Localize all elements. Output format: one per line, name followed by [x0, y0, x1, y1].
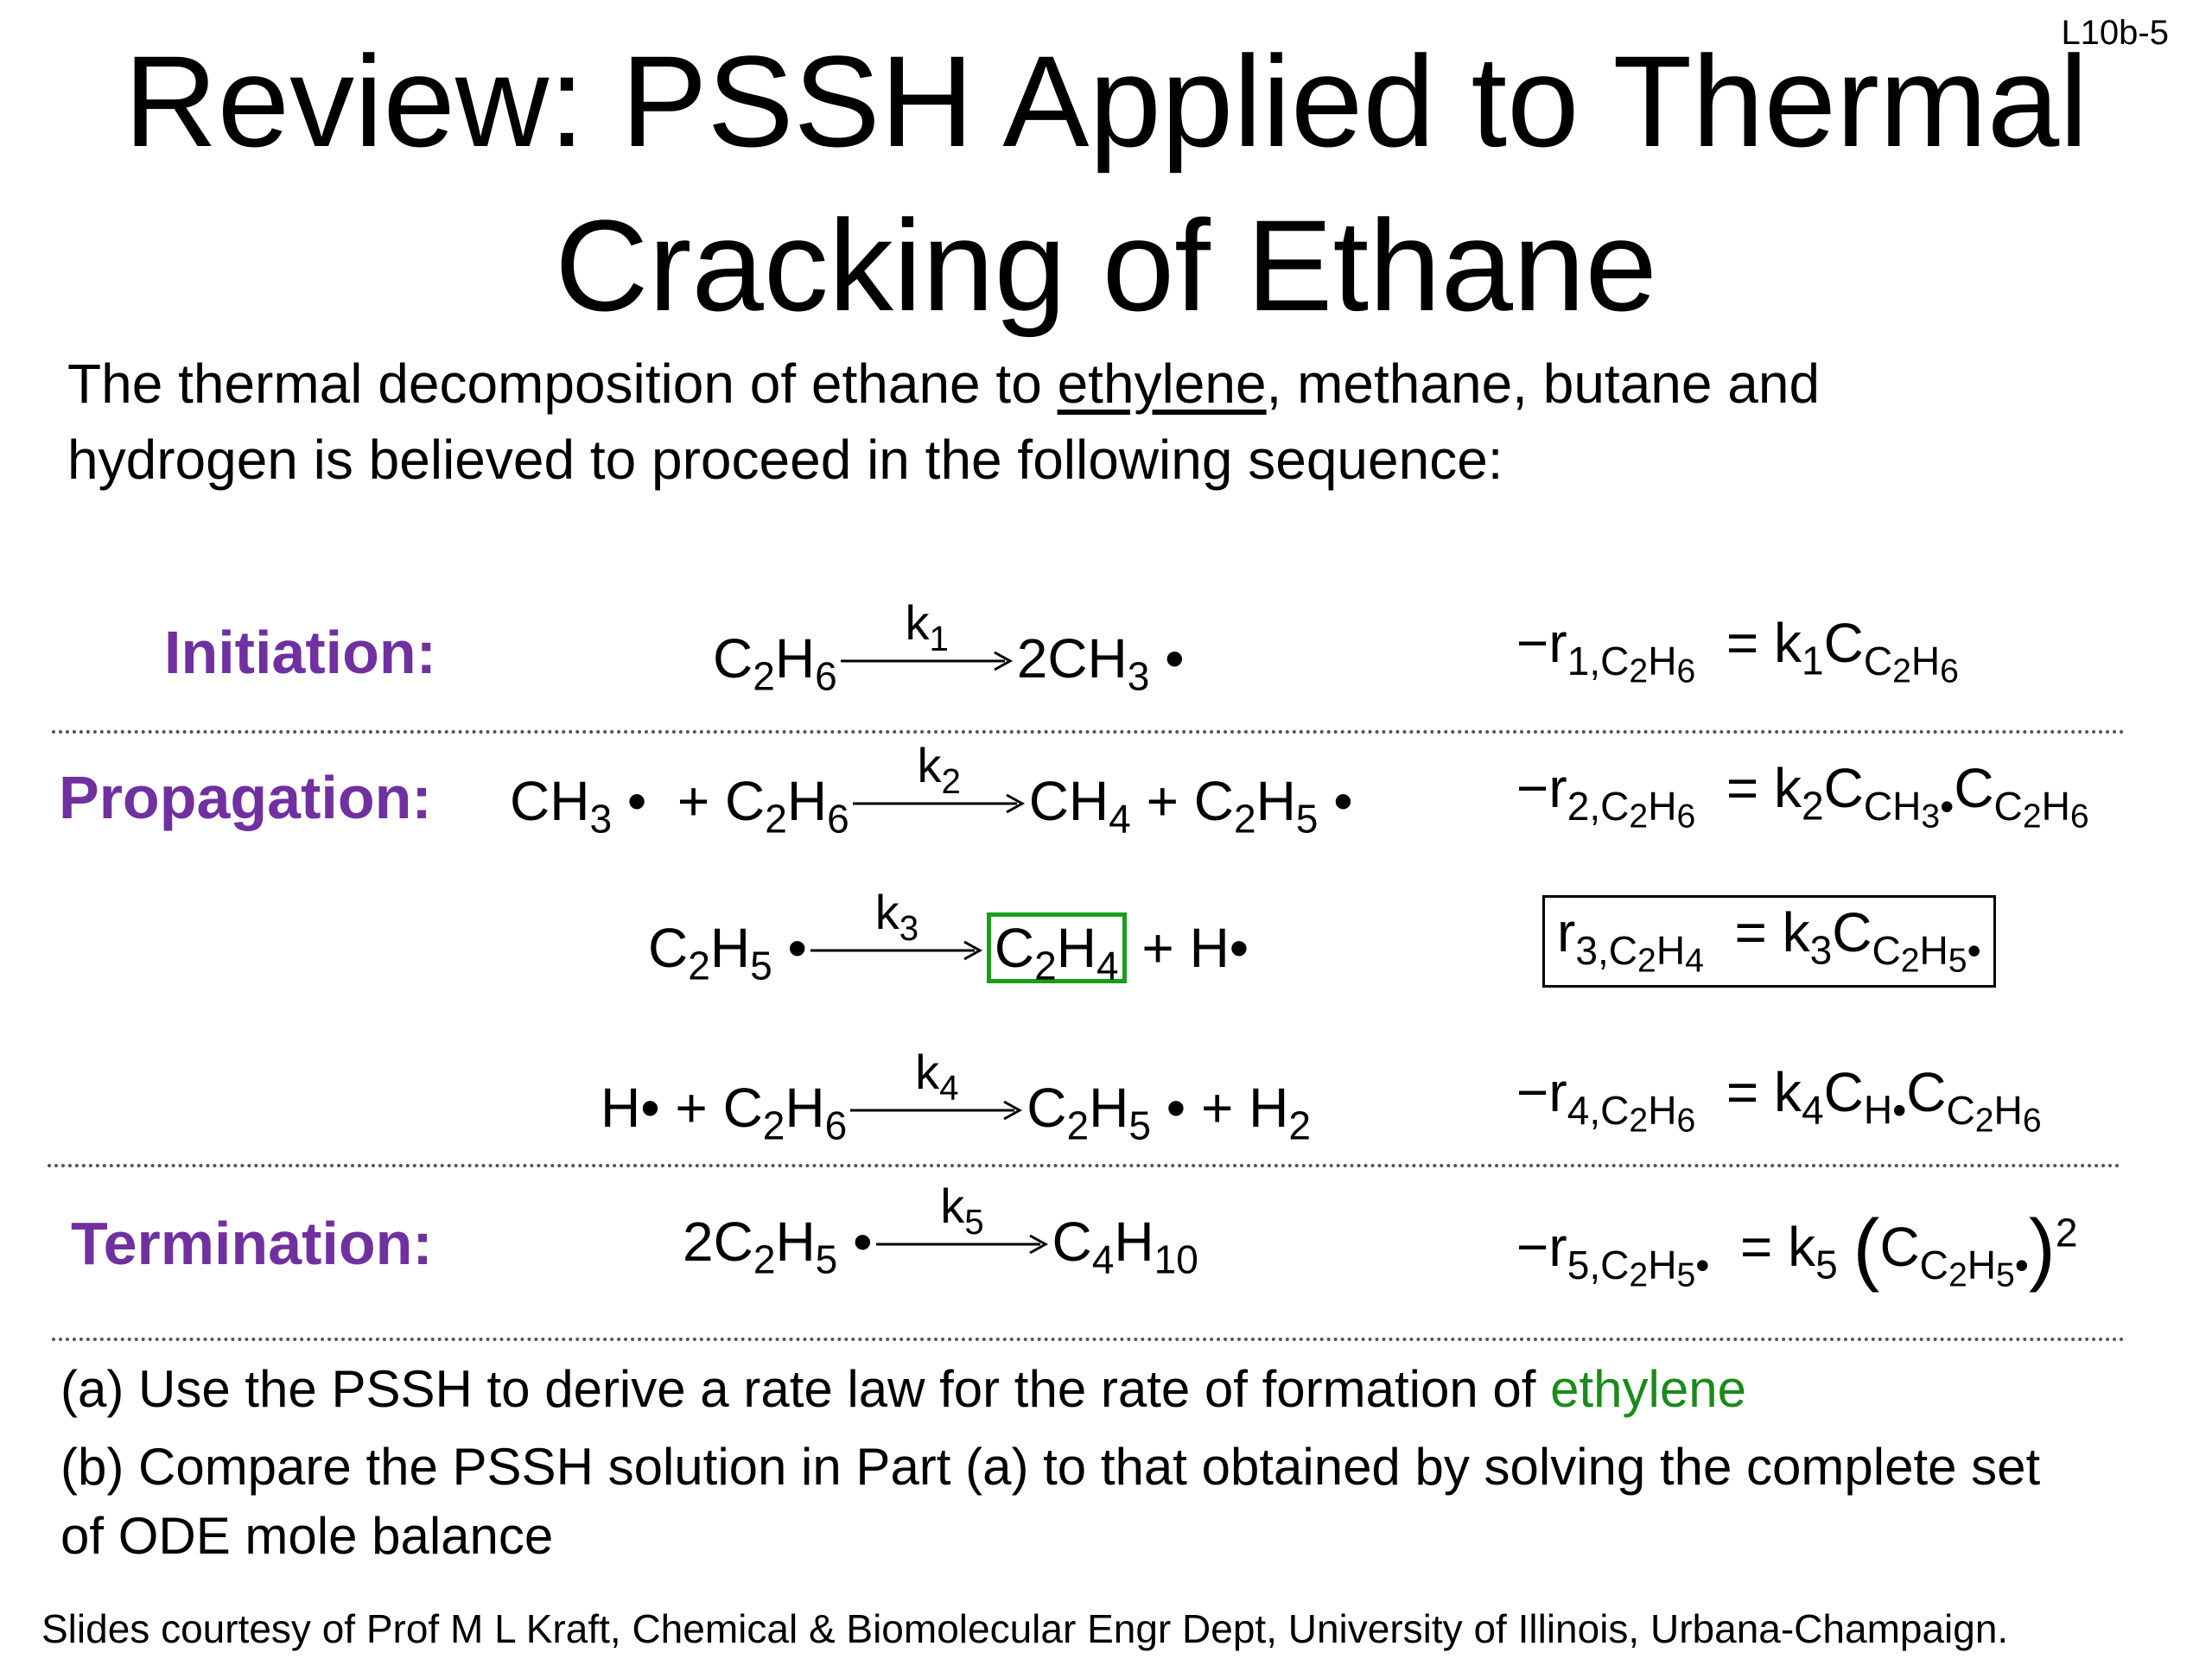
reaction-arrow: $k_3$ — [810, 925, 983, 980]
reaction-2-rate-law: $-r_{2,C_2H_6} = k_2C_{CH_3•}C_{C_2H_6}$ — [1516, 757, 2089, 836]
question-a — [60, 1360, 1746, 1418]
reaction-arrow: $k_5$ — [876, 1218, 1049, 1274]
slide-title-line-1: Review: PSSH Applied to Thermal — [124, 29, 2088, 174]
stage-label-termination: Termination: — [71, 1210, 433, 1277]
intro-text-before: The thermal decomposition of ethane to — [67, 353, 1058, 415]
ethylene-product-box: $C_2H_4$ — [987, 912, 1127, 983]
stage-label-propagation: Propagation: — [59, 764, 432, 831]
question-a-text: (a) Use the PSSH to derive a rate law for the rate of formation of — [60, 1360, 1551, 1418]
reaction-arrow: $k_2$ — [853, 778, 1026, 833]
reaction-3-equation: $C_2H_5$ • $k_3$ $C_2H_4$ + H• — [648, 885, 1249, 988]
reaction-1-rate-law: $-r_{1,C_2H_6} = k_1C_{C_2H_6}$ — [1516, 612, 1959, 690]
reaction-arrow: $k_4$ — [850, 1084, 1023, 1140]
reaction-5-rate-law: $-r_{5,C_2H_5•} = k_5$ $(C_{C_2H_5•})^2$ — [1516, 1203, 2078, 1294]
question-a-ethylene: ethylene — [1550, 1360, 1746, 1418]
reaction-1-equation: $C_2H_6$ $k_1$ $2CH_3$ • — [713, 595, 1185, 699]
reaction-4-equation: H• + $C_2H_6$ $k_4$ $C_2H_5$ • + $H_2$ — [601, 1045, 1311, 1148]
credit-footer: Slides courtesy of Prof M L Kraft, Chemical & Biomolecular Engr Dept, University of Illinois, Urbana-Champaign. — [41, 1606, 2009, 1651]
reaction-5-equation: $2C_2H_5$ • $k_5$ $C_4H_{10}$ — [683, 1179, 1198, 1282]
separator-line — [52, 1338, 2126, 1341]
reaction-arrow: $k_1$ — [841, 635, 1014, 690]
ethylene-link[interactable]: ethylene — [1057, 353, 1267, 415]
separator-line — [48, 1164, 2121, 1167]
reaction-2-equation: $CH_3$ • + $C_2H_6$ $k_2$ $CH_4 + C_2H_5$ • — [510, 738, 1353, 842]
reaction-4-rate-law: $-r_{4,C_2H_6} = k_4C_{H•}C_{C_2H_6}$ — [1516, 1061, 2042, 1140]
question-b-line-1: (b) Compare the PSSH solution in Part (a) to that obtained by solving the complete set — [60, 1438, 2041, 1496]
intro-text-after: , methane, butane and — [1266, 353, 1821, 415]
slide-id: L10b-5 — [2061, 14, 2169, 52]
separator-line — [52, 730, 2126, 734]
question-b-line-2: of ODE mole balance — [60, 1507, 554, 1565]
slide-title-line-2: Cracking of Ethane — [555, 193, 1657, 338]
intro-line-2: hydrogen is believed to proceed in the following sequence: — [67, 429, 1503, 491]
reaction-3-rate-law: $r_{3,C_2H_4} = k_3C_{C_2H_5•}$ — [1542, 895, 1996, 988]
intro-line-1 — [67, 353, 1821, 415]
stage-label-initiation: Initiation: — [164, 619, 436, 686]
